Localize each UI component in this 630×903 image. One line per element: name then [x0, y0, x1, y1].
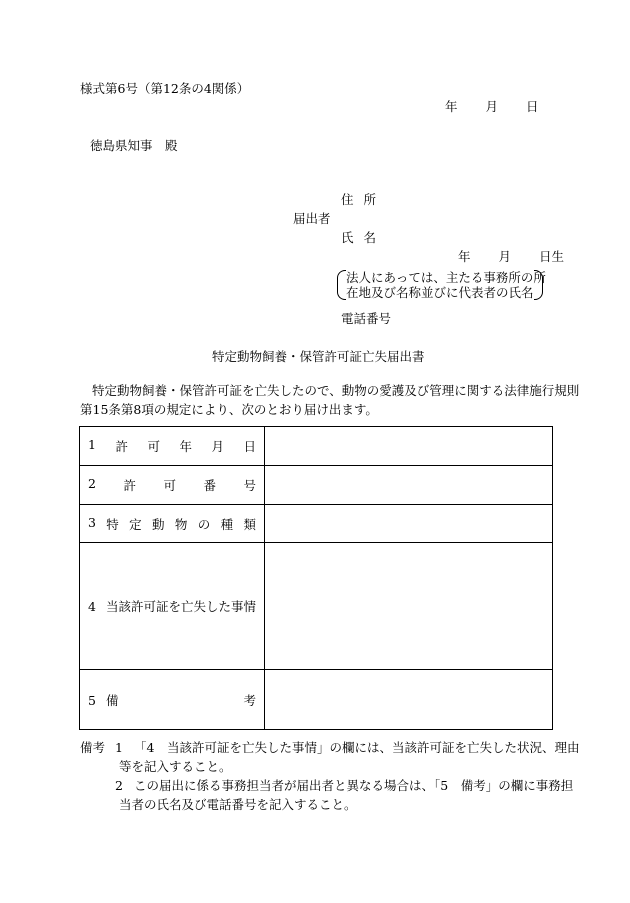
month-label: 月	[485, 99, 498, 114]
table-row	[80, 543, 553, 670]
note-2-line2: 当者の氏名及び電話番号を記入すること。	[119, 797, 357, 812]
note-2-number: 2	[115, 778, 123, 793]
addressee: 徳島県知事 殿	[90, 138, 178, 153]
animal-type-field[interactable]	[264, 505, 552, 543]
corporate-note-line1: 法人にあっては、主たる事務所の所	[346, 270, 546, 285]
submission-date	[445, 99, 538, 115]
form-table	[79, 426, 553, 730]
note-1-number: 1	[115, 740, 123, 755]
permit-date-field[interactable]	[264, 427, 552, 466]
document-title: 特定動物飼養・保管許可証亡失届出書	[212, 349, 425, 364]
loss-circumstances-field[interactable]	[264, 543, 552, 670]
note-1-line1: 「4 当該許可証を亡失した事情」の欄には、当該許可証を亡失した状況、理由	[134, 740, 580, 755]
day-label: 日	[525, 99, 539, 114]
permit-number-field[interactable]	[264, 466, 552, 505]
name-label: 氏 名	[341, 230, 377, 245]
table-row	[80, 505, 553, 543]
body-line1: 特定動物飼養・保管許可証を亡失したので、動物の愛護及び管理に関する法律施行規則	[92, 383, 580, 398]
notes-heading: 備考	[80, 740, 106, 755]
applicant-role-label: 届出者	[293, 211, 331, 226]
right-bracket	[534, 270, 543, 300]
note-1-line2: 等を記入すること。	[119, 759, 232, 774]
animal-type-label: 3 特 定 動 物 の 種 類	[80, 505, 265, 543]
phone-label: 電話番号	[341, 311, 392, 326]
loss-circumstances-label: 4 当該許可証を亡失した事情	[80, 543, 265, 670]
permit-date-label: 1 許 可 年 月 日	[80, 427, 265, 466]
table-row	[80, 427, 553, 466]
table-row	[80, 466, 553, 505]
table-row	[80, 670, 553, 730]
form-number: 様式第6号（第12条の4関係）	[80, 81, 250, 96]
left-bracket	[337, 270, 346, 300]
body-line2: 第15条第8項の規定により、次のとおり届け出ます。	[80, 402, 378, 417]
birth-date: 年 月 日生	[458, 249, 564, 264]
corporate-note-line2: 在地及び名称並びに代表者の氏名	[346, 285, 534, 300]
remarks-label: 5 備 考	[80, 670, 265, 730]
remarks-field[interactable]	[264, 670, 552, 730]
permit-number-label: 2 許 可 番 号	[80, 466, 265, 505]
note-2-line1: この届出に係る事務担当者が届出者と異なる場合は、「5 備考」の欄に事務担	[134, 778, 574, 793]
address-label: 住 所	[341, 192, 377, 207]
year-label: 年	[445, 99, 458, 114]
